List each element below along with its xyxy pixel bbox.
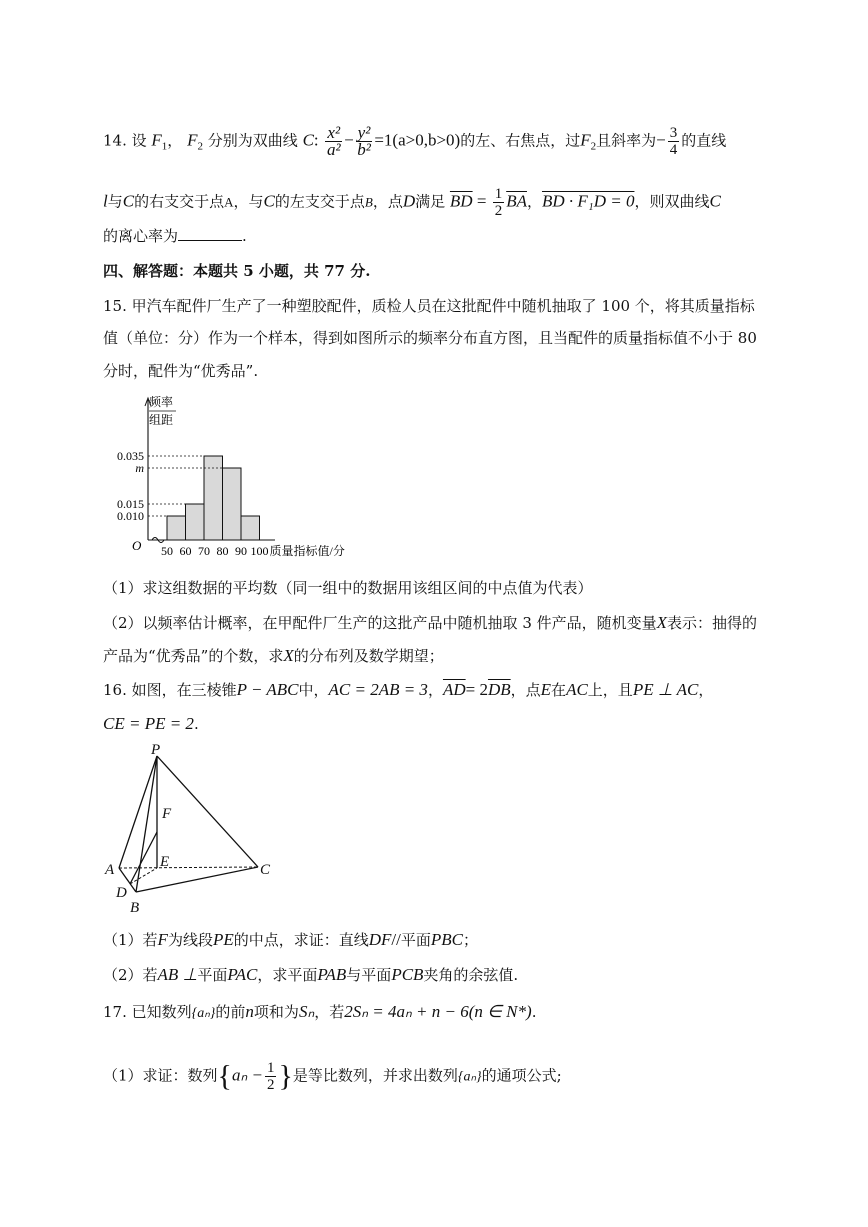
x-tick-label: 90 xyxy=(235,544,247,558)
text: 表示：抽得的 xyxy=(667,614,758,632)
q17-part1: （1）求证：数列{aₙ − $\frac{1}{2}$ }是等比数列，并求出数列{aₙ}的通项公式; xyxy=(103,1059,562,1093)
math-C: C xyxy=(263,191,275,211)
math-eq1: AC = 2AB = 3 xyxy=(328,680,428,699)
y-tick-label: 0.015 xyxy=(117,497,144,511)
math-D: D xyxy=(402,191,416,211)
text: （1）求证：数列 xyxy=(103,1066,218,1085)
math-F1: F xyxy=(151,130,162,150)
text: 的分布列及数学期望； xyxy=(293,647,444,665)
math-F2: F xyxy=(580,130,591,150)
math-ce-pe: CE = PE = 2 xyxy=(103,714,194,733)
math-AB-perp: AB ⊥ xyxy=(157,965,198,984)
vector-AD: $\overline{AD}$ xyxy=(442,680,466,699)
text: 在 xyxy=(551,681,567,699)
text: （2）以频率估计概率，在甲配件厂生产的这批产品中随机抽取 3 件产品，随机变量 xyxy=(103,614,657,632)
colon: : xyxy=(313,130,319,150)
text: ， xyxy=(698,681,714,699)
math-C: C xyxy=(709,191,721,211)
q14-line3 xyxy=(103,226,247,246)
x-tick-label: 60 xyxy=(179,544,192,558)
fraction-half xyxy=(265,1060,277,1093)
y-tick-label: 0.035 xyxy=(117,449,144,463)
fraction-x2-a2 xyxy=(325,125,342,158)
text: ，求平面 xyxy=(257,966,318,984)
text: （2）若 xyxy=(103,966,158,984)
text: 17. 已知数列 xyxy=(103,1003,192,1021)
math-PBC: PBC xyxy=(430,930,463,949)
label-C: C xyxy=(260,862,271,878)
text: . xyxy=(242,227,247,245)
text: 项和为 xyxy=(253,1003,299,1021)
q15-part1: （1）求这组数据的平均数（同一组中的数据用该组区间的中点值为代表） xyxy=(103,579,593,597)
math-C: C xyxy=(302,130,314,150)
subscript: 1 xyxy=(161,140,168,153)
math-C: C xyxy=(122,191,135,211)
x-axis-label: 质量指标值/分 xyxy=(269,544,345,558)
math-DF: DF xyxy=(368,930,392,949)
text: ，与 xyxy=(233,192,264,211)
math-X: X xyxy=(283,646,294,665)
y-label-top: 频率 xyxy=(149,395,174,409)
text: 分别为双曲线 xyxy=(207,131,298,150)
label-B: B xyxy=(130,900,140,916)
edge-PC xyxy=(157,756,258,867)
math-n: n xyxy=(245,1002,254,1021)
histogram-bar xyxy=(223,468,242,540)
text: （1）若 xyxy=(103,931,158,949)
x-tick-label: 100 xyxy=(250,544,269,558)
q16-part2 xyxy=(103,965,518,985)
text: 的中点，求证：直线 xyxy=(233,931,369,949)
y-label-bottom: 组距 xyxy=(149,413,174,427)
text: ， xyxy=(526,192,542,211)
math-l: l xyxy=(103,191,108,211)
q14-line1: 14. 设 $F_1$， $F_2$ 分别为双曲线 C: $\frac{\text{x²}}{\text{a²}}$ − $\frac{\text{y²}}{\text{b²}}$ =1(a>0,b>0)的左、右焦点，过$F_2$且斜率为− $\frac{3}{4}$ 的直线 xyxy=(103,123,727,159)
label-A: A xyxy=(105,862,115,878)
y-tick-label: m xyxy=(135,461,144,475)
math-PCB: PCB xyxy=(391,965,424,984)
text: 平面 xyxy=(400,931,431,949)
text: 平面 xyxy=(197,966,228,984)
math-eq: 2Sₙ = 4aₙ + n − 6 xyxy=(344,1002,469,1021)
histogram-bar xyxy=(204,456,223,540)
answer-blank xyxy=(178,226,242,241)
math-an: {aₙ} xyxy=(191,1006,216,1021)
text: 中， xyxy=(298,681,329,699)
histogram-bar xyxy=(167,516,186,540)
point-B: B xyxy=(364,194,373,210)
denominator: b² xyxy=(357,140,371,159)
x-tick-label: 70 xyxy=(198,544,210,558)
edge-PA xyxy=(119,756,157,868)
minus: − xyxy=(656,130,666,150)
numerator: 1 xyxy=(266,1060,275,1076)
math-X: X xyxy=(656,613,668,632)
text: 满足 xyxy=(415,192,446,211)
label-P: P xyxy=(151,742,161,758)
q17-line1 xyxy=(103,1002,536,1024)
fraction-slope xyxy=(668,125,680,158)
text: 与 xyxy=(107,192,123,211)
equals-two: = 2 xyxy=(465,680,488,699)
subscript: 2 xyxy=(197,140,203,153)
histogram-bar xyxy=(186,504,205,540)
math-AC: AC xyxy=(566,680,588,699)
parallel: // xyxy=(391,930,401,949)
vector-BA: $\overline{BA}$ xyxy=(506,191,527,211)
text: 上，且 xyxy=(587,681,633,699)
denominator: 2 xyxy=(266,1077,275,1093)
numerator: 3 xyxy=(669,125,678,141)
y-tick-label: 0.010 xyxy=(117,509,144,523)
math-perp: PE ⊥ AC xyxy=(632,680,699,699)
text: ，则双曲线 xyxy=(634,192,710,211)
histogram-bar xyxy=(241,516,260,540)
math-PE: PE xyxy=(212,930,234,949)
label-D: D xyxy=(116,885,127,901)
label-F: F xyxy=(162,806,172,822)
text: 的左支交于点 xyxy=(274,192,365,211)
text: 的左、右焦点，过 xyxy=(460,131,581,150)
fraction-y2-b2 xyxy=(356,125,373,158)
text: 的前 xyxy=(215,1003,246,1021)
numerator: y² xyxy=(357,123,371,142)
text: ，若 xyxy=(314,1003,345,1021)
math-an: {aₙ} xyxy=(457,1069,482,1085)
math-Sn: Sₙ xyxy=(298,1002,315,1021)
math-cond: (n ∈ N*) xyxy=(468,1002,532,1021)
text: ，点 xyxy=(372,192,403,211)
text: . xyxy=(531,1003,537,1021)
text: . xyxy=(193,715,199,733)
edge-BC xyxy=(136,867,258,892)
q15-line2: 值（单位：分）作为一个样本，得到如图所示的频率分布直方图，且当配件的质量指标值不小于 80 xyxy=(103,329,757,347)
q16-part1 xyxy=(103,930,478,950)
q16-line1 xyxy=(103,680,713,700)
x-tick-label: 50 xyxy=(161,544,173,558)
text: 的直线 xyxy=(681,131,727,150)
math-pabc: P − ABC xyxy=(236,680,299,699)
point-A: A xyxy=(224,194,234,210)
q15-line1: 15. 甲汽车配件厂生产了一种塑胶配件，质检人员在这批配件中随机抽取了 100 个，将其质量指标 xyxy=(103,297,755,315)
text: 的离心率为 xyxy=(103,227,179,245)
q15-part2-line1 xyxy=(103,613,757,633)
math-PAC: PAC xyxy=(227,965,258,984)
text: 的右支交于点 xyxy=(134,192,225,211)
chart-bars xyxy=(167,456,260,540)
text: 16. 如图，在三棱锥 xyxy=(103,681,237,699)
edge-PB xyxy=(136,756,157,892)
text: 为线段 xyxy=(167,931,213,949)
x-tick-label: 80 xyxy=(216,544,229,558)
denominator: 4 xyxy=(669,142,678,158)
text: 与平面 xyxy=(346,966,392,984)
text: 的通项公式; xyxy=(481,1066,562,1085)
vector-DB: $\overline{DB}$ xyxy=(487,680,511,699)
denominator: 2 xyxy=(494,203,503,219)
math-an-minus: aₙ − xyxy=(231,1065,263,1085)
pyramid-figure xyxy=(100,742,280,917)
vector-BD: $\overline{BD}$ xyxy=(449,191,473,211)
text: 且斜率为 xyxy=(596,131,657,150)
denominator: a² xyxy=(326,140,341,159)
q16-line2 xyxy=(103,714,199,734)
q14-line2: l与C的右支交于点A，与C的左支交于点B，点D满足 $\overline{BD}$ = $\frac{1}{2}$ $\overline{BA}$，BD · F₁D = 0，则双曲线C xyxy=(103,186,721,219)
numerator: 1 xyxy=(494,186,503,202)
histogram-chart xyxy=(100,388,380,566)
section-heading: 四、解答题：本题共 5 小题，共 77 分. xyxy=(103,262,371,280)
text: 夹角的余弦值. xyxy=(423,966,519,984)
label-E: E xyxy=(160,854,170,870)
text: ，点 xyxy=(510,681,541,699)
q15-part2-line2 xyxy=(103,646,444,666)
math-F2: F xyxy=(187,130,198,150)
text: ， xyxy=(167,131,183,150)
subscript: 2 xyxy=(590,140,597,153)
dot-product: BD · F₁D = 0 xyxy=(541,191,635,211)
text: 14. 设 xyxy=(103,131,147,150)
origin-label: O xyxy=(132,538,142,553)
math-F: F xyxy=(157,930,168,949)
text: ； xyxy=(463,931,479,949)
math-E: E xyxy=(540,680,552,699)
numerator: x² xyxy=(327,123,341,142)
text: 是等比数列，并求出数列 xyxy=(292,1066,458,1085)
math-PAB: PAB xyxy=(317,965,347,984)
fraction-half xyxy=(493,186,505,219)
equation-rest: =1(a>0,b>0) xyxy=(374,130,461,150)
text: 产品为“优秀品”的个数，求 xyxy=(103,647,284,665)
q15-line3: 分时，配件为“优秀品”. xyxy=(103,362,259,380)
text: ， xyxy=(427,681,443,699)
